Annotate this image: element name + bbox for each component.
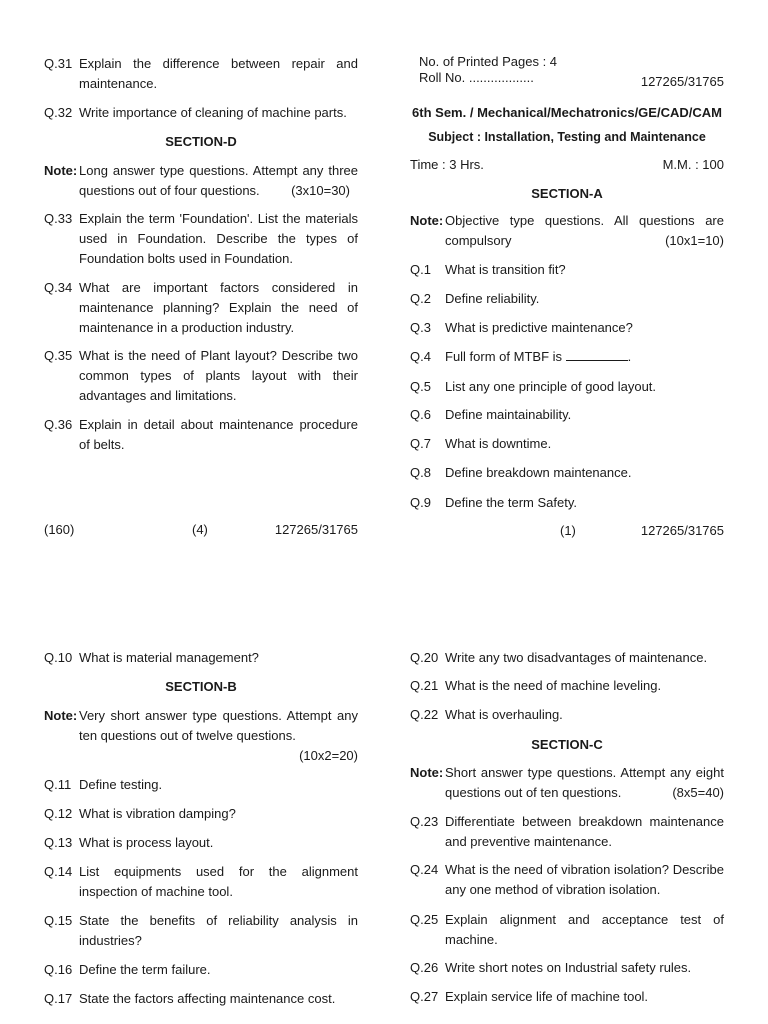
section-a-heading: SECTION-A	[531, 186, 603, 201]
question-13	[44, 833, 358, 853]
question-number: Q.22	[410, 707, 439, 722]
question-text: What is material management?	[79, 650, 259, 665]
question-text: Define breakdown maintenance.	[445, 465, 632, 480]
question-number: Q.31	[44, 56, 73, 71]
question-text: Write short notes on Industrial safety rules.	[445, 960, 692, 975]
question-text: Write importance of cleaning of machine parts.	[79, 105, 347, 120]
question-text: Define maintainability.	[445, 407, 572, 422]
question-text: What is transition fit?	[445, 262, 566, 277]
question-number: Q.32	[44, 105, 73, 120]
note-text: Objective type questions. All questions are compulsory	[445, 213, 724, 248]
printed-pages: No. of Printed Pages : 4	[419, 54, 558, 69]
question-16	[44, 960, 358, 980]
question-text: Differentiate between breakdown maintenance and preventive maintenance.	[445, 814, 724, 849]
question-3	[410, 318, 724, 338]
question-text: State the factors affecting maintenance cost.	[79, 991, 336, 1006]
question-number: Q.6	[410, 407, 431, 422]
question-tail: .	[627, 349, 632, 364]
question-23	[410, 812, 724, 852]
question-number: Q.1	[410, 262, 431, 277]
question-text: Full form of MTBF is	[445, 349, 563, 364]
note-label: Note:	[410, 765, 444, 780]
question-number: Q.27	[410, 989, 439, 1004]
question-number: Q.7	[410, 436, 431, 451]
question-number: Q.16	[44, 962, 73, 977]
footer-page-number: (4)	[192, 522, 208, 537]
question-number: Q.26	[410, 960, 439, 975]
question-number: Q.15	[44, 913, 73, 928]
question-35	[44, 346, 358, 406]
question-number: Q.14	[44, 864, 73, 879]
section-b-note	[44, 706, 358, 766]
question-text: List equipments used for the alignment inspection of machine tool.	[79, 864, 358, 899]
question-number: Q.25	[410, 912, 439, 927]
note-label: Note:	[410, 213, 444, 228]
page-1-column	[410, 52, 724, 552]
time-allowed: Time : 3 Hrs.	[410, 157, 484, 172]
question-number: Q.10	[44, 650, 73, 665]
question-number: Q.21	[410, 678, 439, 693]
note-text: Long answer type questions. Attempt any three questions out of four questions.	[79, 163, 358, 198]
question-number: Q.11	[44, 777, 72, 792]
question-text: What is overhauling.	[445, 707, 563, 722]
question-text: Define reliability.	[445, 291, 540, 306]
question-number: Q.3	[410, 320, 431, 335]
question-number: Q.2	[410, 291, 431, 306]
question-text: Explain alignment and acceptance test of machine.	[445, 912, 724, 947]
question-2	[410, 289, 724, 309]
question-number: Q.36	[44, 417, 73, 432]
page-4-column	[44, 54, 358, 554]
note-marks: (10x2=20)	[299, 748, 358, 763]
section-d-note	[44, 161, 358, 201]
question-4	[410, 347, 724, 367]
question-21	[410, 676, 724, 696]
page-3-column	[410, 648, 724, 1024]
question-7	[410, 434, 724, 454]
question-number: Q.24	[410, 862, 439, 877]
question-number: Q.4	[410, 349, 431, 364]
question-number: Q.13	[44, 835, 73, 850]
question-number: Q.20	[410, 650, 439, 665]
page-footer	[44, 520, 358, 540]
question-25	[410, 910, 724, 950]
question-20	[410, 648, 724, 668]
question-text: State the benefits of reliability analysis in industries?	[79, 913, 358, 948]
question-22	[410, 705, 724, 725]
question-6	[410, 405, 724, 425]
question-number: Q.35	[44, 348, 73, 363]
question-text: What is the need of vibration isolation? Describe any one method of vibration isolation.	[445, 862, 724, 897]
footer-count: (160)	[44, 522, 75, 537]
question-9	[410, 493, 724, 513]
paper-code: 127265/31765	[640, 74, 724, 89]
note-marks: (8x5=40)	[672, 785, 724, 800]
note-label: Note:	[44, 163, 78, 178]
question-34	[44, 278, 358, 338]
question-27	[410, 987, 724, 1007]
note-text: Very short answer type questions. Attempt any ten questions out of twelve questions.	[79, 708, 358, 743]
question-11	[44, 775, 358, 795]
question-number: Q.8	[410, 465, 431, 480]
question-24	[410, 860, 724, 900]
question-number: Q.12	[44, 806, 73, 821]
question-14	[44, 862, 358, 902]
question-12	[44, 804, 358, 824]
question-number: Q.17	[44, 991, 73, 1006]
question-text: Explain the term 'Foundation'. List the materials used in Foundation. Describe the types of Foundation bolts used in Foundation.	[79, 211, 358, 266]
page-footer	[410, 521, 724, 541]
maximum-marks: M.M. : 100	[662, 157, 724, 172]
question-32	[44, 103, 358, 123]
section-d-heading: SECTION-D	[165, 134, 237, 149]
roll-number: Roll No. ..................	[419, 70, 534, 85]
question-text: Explain in detail about maintenance procedure of belts.	[79, 417, 358, 452]
question-17	[44, 989, 358, 1009]
section-c-heading: SECTION-C	[531, 737, 603, 752]
question-text: What is the need of Plant layout? Describe two common types of plants layout with their advantages and limitations.	[79, 348, 358, 403]
question-31	[44, 54, 358, 94]
question-text: List any one principle of good layout.	[445, 379, 657, 394]
question-text: Explain the difference between repair and maintenance.	[79, 56, 358, 91]
question-number: Q.34	[44, 280, 73, 295]
question-26	[410, 958, 724, 978]
footer-code: 127265/31765	[640, 523, 724, 538]
footer-code: 127265/31765	[274, 522, 358, 537]
question-10	[44, 648, 358, 668]
question-text: What is predictive maintenance?	[445, 320, 633, 335]
question-text: Write any two disadvantages of maintenance.	[445, 650, 708, 665]
question-text: Define the term Safety.	[445, 495, 577, 510]
section-b-heading: SECTION-B	[165, 679, 237, 694]
page-2-column	[44, 648, 358, 1024]
note-marks: (3x10=30)	[291, 183, 350, 198]
question-text: What is downtime.	[445, 436, 552, 451]
question-text: Define the term failure.	[79, 962, 211, 977]
section-c-note	[410, 763, 724, 803]
question-5	[410, 377, 724, 397]
question-15	[44, 911, 358, 951]
question-text: What is the need of machine leveling.	[445, 678, 662, 693]
question-text: What is vibration damping?	[79, 806, 236, 821]
question-number: Q.9	[410, 495, 431, 510]
question-text: What are important factors considered in maintenance planning? Explain the need of maintenance in a production industry.	[79, 280, 358, 335]
answer-blank	[566, 348, 628, 361]
section-a-note	[410, 211, 724, 251]
question-number: Q.33	[44, 211, 73, 226]
note-text: Short answer type questions. Attempt any eight questions out of ten questions.	[445, 765, 724, 800]
question-8	[410, 463, 724, 483]
question-text: Define testing.	[79, 777, 163, 792]
question-number: Q.5	[410, 379, 431, 394]
question-36	[44, 415, 358, 455]
question-number: Q.23	[410, 814, 439, 829]
question-1	[410, 260, 724, 280]
question-text: What is process layout.	[79, 835, 214, 850]
footer-page-number: (1)	[560, 523, 576, 538]
note-marks: (10x1=10)	[665, 233, 724, 248]
semester-heading: 6th Sem. / Mechanical/Mechatronics/GE/CAD/CAM	[412, 105, 722, 120]
question-33	[44, 209, 358, 269]
subject-heading: Subject : Installation, Testing and Maintenance	[428, 130, 706, 144]
question-text: Explain service life of machine tool.	[445, 989, 649, 1004]
note-label: Note:	[44, 708, 78, 723]
